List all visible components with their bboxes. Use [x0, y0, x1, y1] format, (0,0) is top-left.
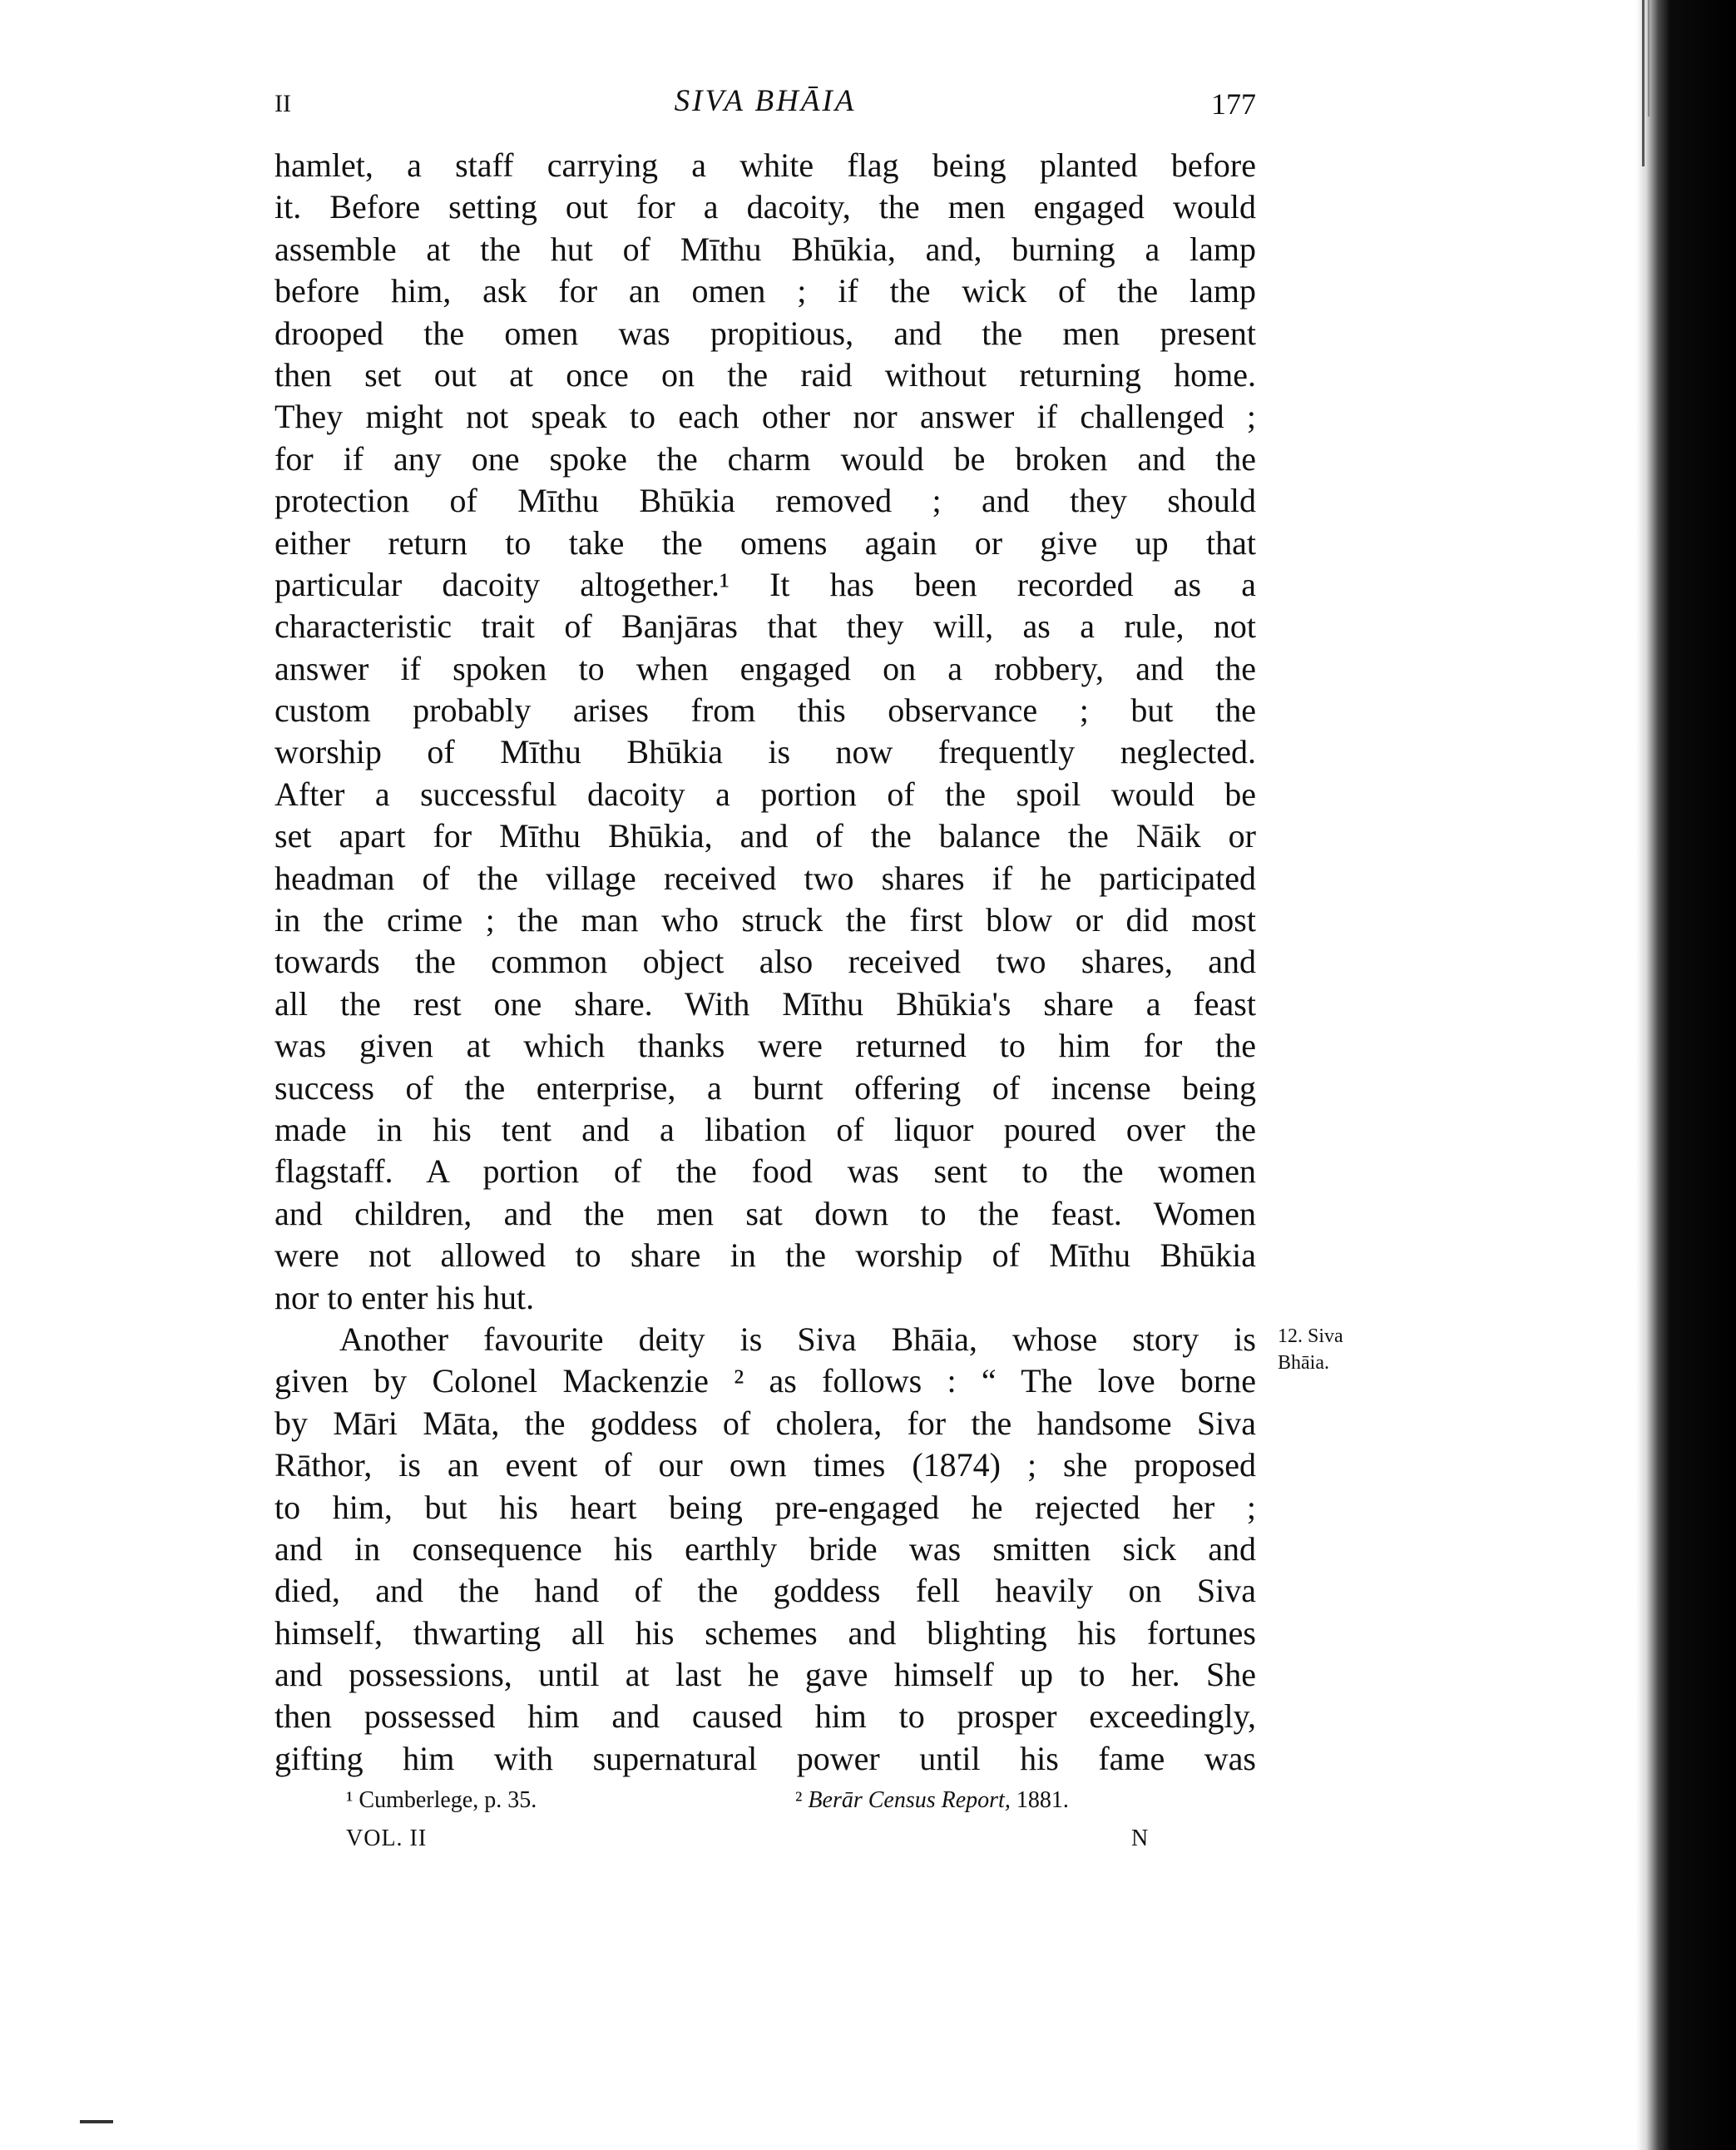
text-line: and possessions, until at last he gave himself up to her. She — [274, 1656, 1256, 1694]
running-head — [274, 83, 1256, 130]
text-line: all the rest one share. With Mīthu Bhūkia's share a feast — [274, 984, 1256, 1023]
text-line: worship of Mīthu Bhūkia is now frequently neglected. — [274, 733, 1256, 771]
text-line: then possessed him and caused him to prosper exceedingly, — [274, 1697, 1256, 1736]
text-line: towards the common object also received two shares, and — [274, 943, 1256, 981]
text-line: gifting him with supernatural power until his fame was — [274, 1739, 1256, 1777]
text-line: either return to take the omens again or give up that — [274, 523, 1256, 562]
signature-volume: VOL. II — [346, 1826, 428, 1851]
binding-edge-line — [1648, 0, 1649, 116]
binding-edge-line — [1642, 0, 1645, 166]
text-line: Another favourite deity is Siva Bhāia, whose story is — [339, 1320, 1256, 1358]
text-line: was given at which thanks were returned to him for the — [274, 1027, 1256, 1065]
text-line: Rāthor, is an event of our own times (1874) ; she proposed — [274, 1446, 1256, 1484]
footnote-2-year: 1881. — [1010, 1787, 1069, 1813]
text-line: it. Before setting out for a dacoity, the men engaged would — [274, 188, 1256, 226]
text-line: hamlet, a staff carrying a white flag being planted before — [274, 146, 1256, 184]
body-text — [274, 145, 1256, 1780]
binding-shadow — [1636, 0, 1736, 2150]
page-number: 177 — [1211, 87, 1256, 121]
text-line: and children, and the men sat down to the feast. Women — [274, 1194, 1256, 1232]
text-line: flagstaff. A portion of the food was sent to the women — [274, 1152, 1256, 1191]
footnote-2-mark: ² — [795, 1787, 809, 1813]
footnote-1: ¹ Cumberlege, p. 35. — [346, 1787, 537, 1813]
volume-numeral: II — [274, 90, 291, 117]
text-line: made in his tent and a libation of liquor poured over the — [274, 1110, 1256, 1148]
text-line: then set out at once on the raid without returning home. — [274, 355, 1256, 394]
text-line: particular dacoity altogether.¹ It has been recorded as a — [274, 565, 1256, 603]
text-line: custom probably arises from this observance ; but the — [274, 691, 1256, 730]
text-line: were not allowed to share in the worship of Mīthu Bhūkia — [274, 1236, 1256, 1275]
text-line: After a successful dacoity a portion of the spoil would be — [274, 775, 1256, 813]
text-line: himself, thwarting all his schemes and blighting his fortunes — [274, 1613, 1256, 1652]
text-line: for if any one spoke the charm would be broken and the — [274, 439, 1256, 478]
text-line: characteristic trait of Banjāras that they will, as a rule, not — [274, 607, 1256, 646]
signature-mark: N — [1131, 1826, 1149, 1851]
text-line: died, and the hand of the goddess fell heavily on Siva — [274, 1572, 1256, 1610]
text-line: set apart for Mīthu Bhūkia, and of the balance the Nāik or — [274, 817, 1256, 855]
footnote-2 — [795, 1786, 1069, 1816]
text-line: before him, ask for an omen ; if the wick of the lamp — [274, 272, 1256, 310]
margin-note-line: Bhāia. — [1278, 1352, 1329, 1374]
margin-note — [1278, 1323, 1386, 1376]
text-line: nor to enter his hut. — [274, 1278, 535, 1316]
text-line: in the crime ; the man who struck the first blow or did most — [274, 901, 1256, 939]
margin-note-line: 12. Siva — [1278, 1325, 1343, 1347]
running-title: SIVA BHĀIA — [674, 84, 857, 118]
text-line: They might not speak to each other nor answer if challenged ; — [274, 398, 1256, 436]
text-line: headman of the village received two shares if he participated — [274, 859, 1256, 897]
footnote-2-title: Berār Census Report, — [808, 1787, 1011, 1813]
text-line: and in consequence his earthly bride was smitten sick and — [274, 1529, 1256, 1568]
scan-mark — [80, 2120, 113, 2123]
text-line: assemble at the hut of Mīthu Bhūkia, and, burning a lamp — [274, 230, 1256, 268]
text-line: answer if spoken to when engaged on a robbery, and the — [274, 649, 1256, 687]
text-line: given by Colonel Mackenzie ² as follows : “ The love borne — [274, 1362, 1256, 1400]
text-line: by Māri Māta, the goddess of cholera, for the handsome Siva — [274, 1404, 1256, 1442]
text-line: drooped the omen was propitious, and the men present — [274, 314, 1256, 352]
text-line: to him, but his heart being pre-engaged he rejected her ; — [274, 1488, 1256, 1526]
text-line: success of the enterprise, a burnt offering of incense being — [274, 1068, 1256, 1107]
text-line: protection of Mīthu Bhūkia removed ; and they should — [274, 482, 1256, 520]
